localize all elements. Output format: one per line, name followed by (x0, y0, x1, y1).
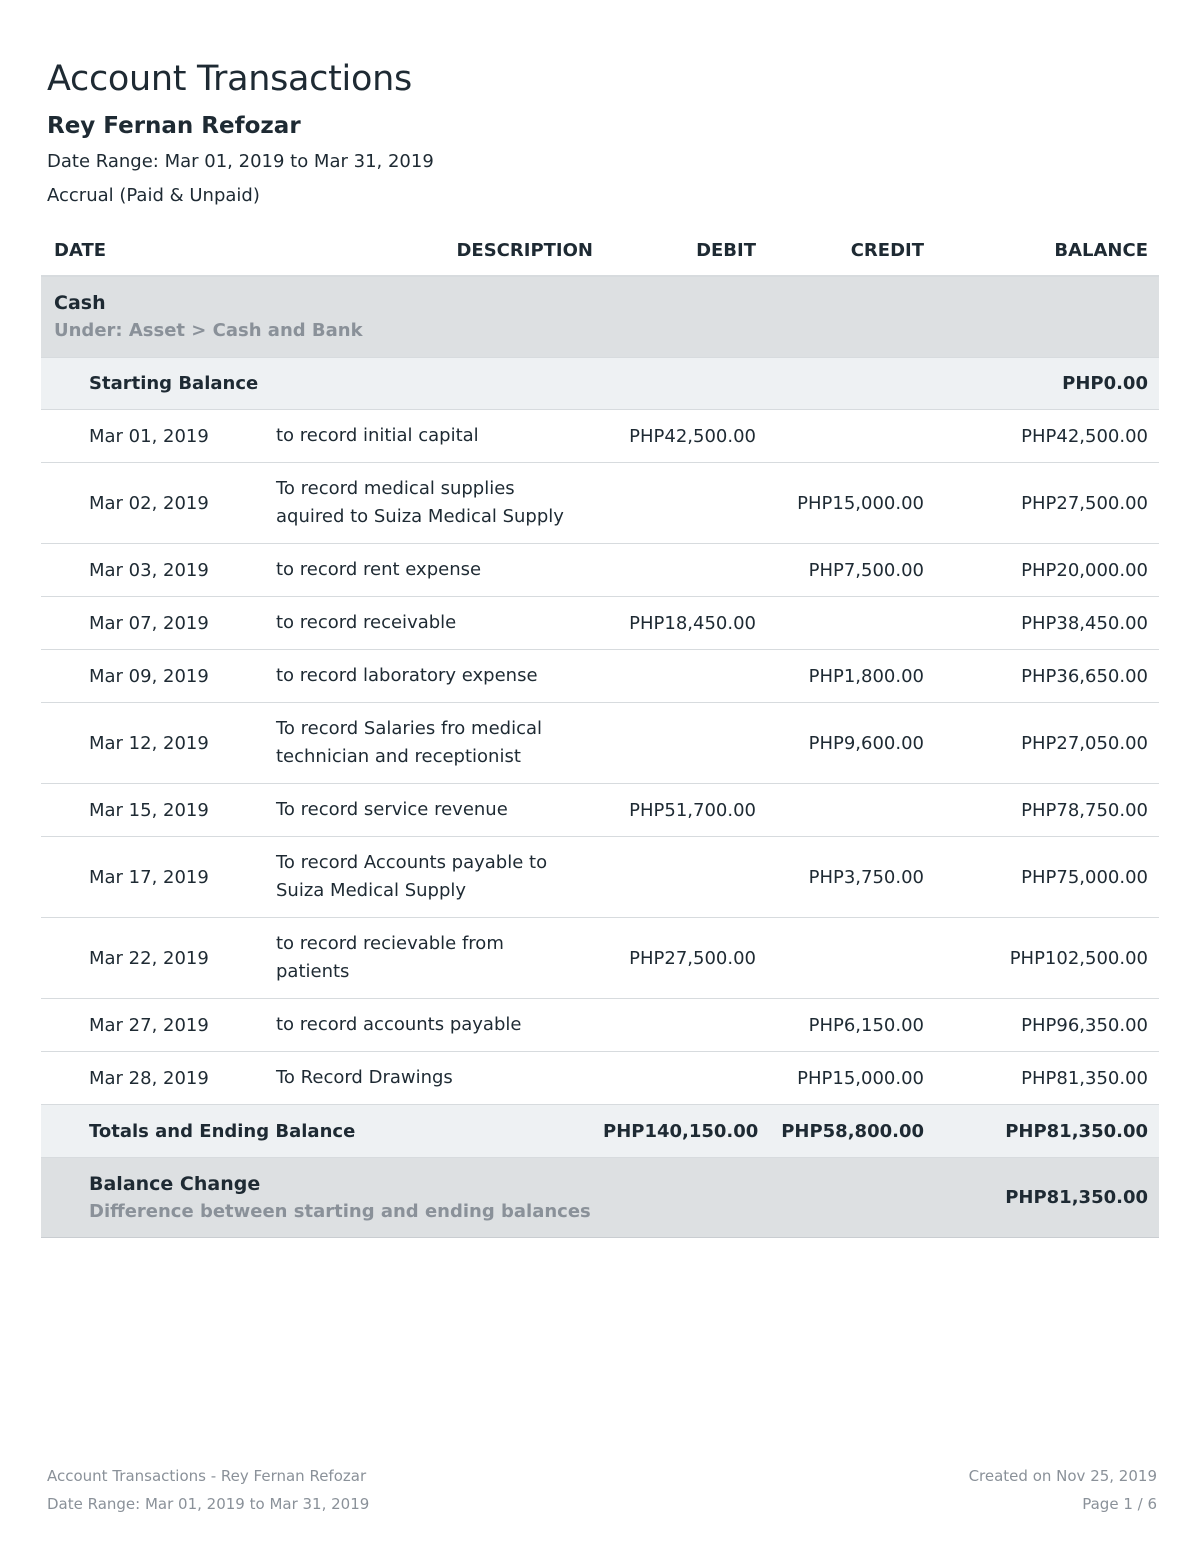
description-line: technician and receptionist (276, 746, 521, 767)
description-line: To Record Drawings (276, 1067, 453, 1088)
table-row (41, 999, 1159, 1052)
description-line: to record initial capital (276, 425, 479, 446)
description-line: to record accounts payable (276, 1014, 522, 1035)
transaction-description (276, 556, 603, 584)
transaction-description (276, 475, 603, 531)
transaction-description (276, 930, 603, 986)
transaction-date: Mar 02, 2019 (89, 492, 209, 514)
transaction-credit: PHP15,000.00 (797, 1067, 924, 1089)
transaction-balance: PHP102,500.00 (1009, 947, 1148, 969)
table-row (41, 597, 1159, 650)
transaction-debit: PHP27,500.00 (629, 947, 756, 969)
transaction-description (276, 849, 603, 905)
totals-credit: PHP58,800.00 (781, 1120, 924, 1142)
starting-balance-value: PHP0.00 (1062, 373, 1148, 394)
transaction-debit: PHP18,450.00 (629, 612, 756, 634)
transactions-table (41, 226, 1159, 1238)
transaction-debit: PHP51,700.00 (629, 799, 756, 821)
description-line: to record rent expense (276, 559, 482, 580)
transaction-credit: PHP15,000.00 (797, 492, 924, 514)
description-line: To record service revenue (276, 799, 508, 820)
footer-created-date: Created on Nov 25, 2019 (968, 1467, 1157, 1485)
balance-change-labels (41, 1170, 924, 1226)
report-title: Account Transactions (47, 59, 412, 99)
transaction-date: Mar 15, 2019 (89, 799, 209, 821)
table-row (41, 918, 1159, 999)
balance-change-value: PHP81,350.00 (1005, 1187, 1148, 1208)
transaction-credit: PHP9,600.00 (808, 732, 924, 754)
transaction-description (276, 609, 603, 637)
balance-change-title: Balance Change (89, 1172, 261, 1195)
table-row (41, 463, 1159, 544)
transaction-rows (41, 410, 1159, 1105)
transaction-balance: PHP81,350.00 (1021, 1067, 1148, 1089)
footer-report-name: Account Transactions - Rey Fernan Refozar (47, 1467, 367, 1485)
description-line: patients (276, 961, 350, 982)
table-header (41, 226, 1159, 277)
balance-change-row (41, 1158, 1159, 1238)
account-category: Under: Asset > Cash and Bank (54, 320, 363, 341)
table-row (41, 1052, 1159, 1105)
totals-balance: PHP81,350.00 (1005, 1120, 1148, 1142)
transaction-balance: PHP96,350.00 (1021, 1014, 1148, 1036)
transaction-credit: PHP6,150.00 (808, 1014, 924, 1036)
column-header-balance: BALANCE (1054, 240, 1148, 261)
account-group-header (41, 277, 1159, 358)
transaction-balance: PHP27,050.00 (1021, 732, 1148, 754)
description-line: To record Salaries fro medical (276, 718, 542, 739)
table-row (41, 837, 1159, 918)
column-header-date: DATE (54, 240, 107, 261)
page-footer (47, 1462, 1157, 1518)
column-header-debit: DEBIT (696, 240, 756, 261)
transaction-date: Mar 01, 2019 (89, 425, 209, 447)
transaction-balance: PHP36,650.00 (1021, 665, 1148, 687)
transaction-date: Mar 07, 2019 (89, 612, 209, 634)
accounting-basis: Accrual (Paid & Unpaid) (47, 185, 260, 206)
description-line: to record recievable from (276, 933, 504, 954)
transaction-description (276, 1064, 603, 1092)
transaction-credit: PHP3,750.00 (808, 866, 924, 888)
transaction-balance: PHP38,450.00 (1021, 612, 1148, 634)
transaction-balance: PHP27,500.00 (1021, 492, 1148, 514)
totals-debit: PHP140,150.00 (603, 1120, 759, 1142)
transaction-date: Mar 17, 2019 (89, 866, 209, 888)
transaction-balance: PHP42,500.00 (1021, 425, 1148, 447)
transaction-balance: PHP78,750.00 (1021, 799, 1148, 821)
transaction-balance: PHP20,000.00 (1021, 559, 1148, 581)
totals-row (41, 1105, 1159, 1158)
transaction-description (276, 662, 603, 690)
transaction-date: Mar 28, 2019 (89, 1067, 209, 1089)
footer-page-number: Page 1 / 6 (1082, 1495, 1157, 1513)
transaction-description (276, 422, 603, 450)
transaction-date: Mar 03, 2019 (89, 559, 209, 581)
description-line: to record laboratory expense (276, 665, 538, 686)
account-name: Cash (54, 292, 106, 314)
transaction-credit: PHP7,500.00 (808, 559, 924, 581)
balance-change-subtitle: Difference between starting and ending balances (89, 1200, 591, 1222)
column-header-credit: CREDIT (850, 240, 924, 261)
starting-balance-label: Starting Balance (89, 373, 259, 394)
description-line: To record medical supplies (276, 478, 515, 499)
transaction-credit: PHP1,800.00 (808, 665, 924, 687)
transaction-date: Mar 09, 2019 (89, 665, 209, 687)
table-row (41, 650, 1159, 703)
totals-label: Totals and Ending Balance (89, 1120, 356, 1142)
transaction-description (276, 796, 603, 824)
description-line: Suiza Medical Supply (276, 880, 467, 901)
table-row (41, 703, 1159, 784)
report-owner-name: Rey Fernan Refozar (47, 113, 301, 139)
table-row (41, 410, 1159, 463)
starting-balance-row (41, 358, 1159, 410)
transaction-debit: PHP42,500.00 (629, 425, 756, 447)
description-line: To record Accounts payable to (276, 852, 548, 873)
footer-date-range: Date Range: Mar 01, 2019 to Mar 31, 2019 (47, 1495, 370, 1513)
date-range: Date Range: Mar 01, 2019 to Mar 31, 2019 (47, 151, 434, 172)
transaction-date: Mar 22, 2019 (89, 947, 209, 969)
table-row (41, 784, 1159, 837)
column-header-description: DESCRIPTION (456, 240, 593, 261)
transaction-balance: PHP75,000.00 (1021, 866, 1148, 888)
description-line: aquired to Suiza Medical Supply (276, 506, 564, 527)
transaction-description (276, 715, 603, 771)
report-header (47, 56, 434, 213)
description-line: to record receivable (276, 612, 457, 633)
transaction-date: Mar 12, 2019 (89, 732, 209, 754)
table-row (41, 544, 1159, 597)
transaction-description (276, 1011, 603, 1039)
transaction-date: Mar 27, 2019 (89, 1014, 209, 1036)
